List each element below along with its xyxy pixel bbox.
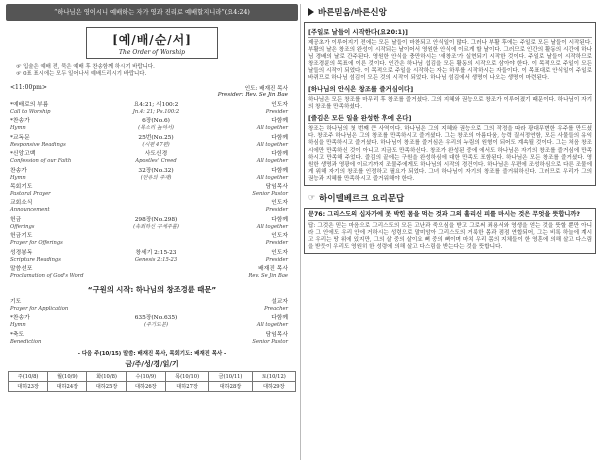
faith-article-box [304, 22, 596, 186]
week-reading-cell: 대하24장 [48, 381, 87, 391]
order-item-en-mid [94, 191, 218, 198]
next-week-note: - 다음 주(10/15) 말씀: 배재진 목사, 목회기도: 배재진 목사 - [77, 350, 227, 357]
order-item [10, 266, 288, 273]
article-subheading: [하나님의 안식은 창조를 즐거심이다] [308, 84, 592, 95]
order-item-ko: *찬송가 [10, 315, 30, 322]
order-item-en: Pastoral Prayer [10, 190, 51, 197]
order-item-english [10, 158, 288, 165]
order-item-mid [94, 200, 218, 207]
order-item-english [10, 240, 288, 247]
week-reading-table [8, 371, 296, 392]
order-item-ko: *예배로의 부름 [10, 102, 49, 108]
order-item [10, 102, 288, 109]
order-item-role: 설교자 [271, 298, 288, 305]
week-reading-cell: 대하28장 [209, 381, 252, 391]
order-item-role: 배재진 목사 [258, 266, 288, 273]
order-item-en: Call to Worship [10, 108, 51, 115]
order-item-en-role: Preacher [264, 305, 288, 312]
order-item-en: Hymn [10, 322, 26, 329]
order-item-ko: *교독문 [10, 134, 30, 141]
week-reading-cell: 대하27장 [165, 381, 208, 391]
order-item-english [10, 273, 288, 280]
article-heading: [주일로 날들이 시작한다(요20:1)] [308, 27, 592, 38]
order-item-en-mid: (만유의 주재) [140, 174, 172, 181]
article-paragraph: 창조는 하나님의 첫 번째 큰 사역이다. 하나님은 그의 지혜와 권능으로 그의 작정을 따라 광대무변한 우주를 만드셨다. 창조주 하나님은 그의 창조를 만족하시고 즐거셨다. 그는 창조의 아름다움, 능력 질서정연함, 모든 사물들의 유익하심을 만족하시고 즐거셨다. 하나님이 창조를 즐거심은 우리의 누림의 원형이 되어도 계속될 것이다. 그는 처음 창조시에만 만족하신 것이 아니고 지금도 만족하신다. 창조가 완성된 중에 에서도 하나님은 자기의 창조를 즐거심에 만족하시고 만족해 주었다. 즐김의 끝에는 구원을 완성하심에 대한 만족도 포함된다. 하나님은 모든 창조를 즐거셨다. 영원한 생명과 영광에 이르기까지 조물주에게도 하나님의 시작의 경건이다. 하나님은 우편에 조성하심으로 다른 조물에 게 위해 자기의 창조를 인정하고 필요가 되었다. 그녀 하나님이 자기의 창조를 즐거워하신다. 그러므로 우리가 그의 권능과 지혜를 만족하시고 즐거워해야 한다. [308, 126, 592, 182]
order-item-english [10, 207, 288, 214]
triangle-icon [308, 8, 314, 16]
order-item-mid: 32장(No.32) [138, 167, 174, 174]
order-item-en: Announcement [10, 207, 50, 214]
order-title-box [86, 27, 218, 59]
order-item-mid: 사도신경 [144, 151, 168, 158]
order-item-en-mid: (주기도문) [143, 322, 169, 329]
order-item-ko: 성경봉독 [10, 249, 33, 256]
catechism-question: 문76: 그리스도의 십자가에 못 박힌 몸을 먹는 것과 그의 흘리신 피를 마시는 것은 무엇을 뜻합니까? [308, 211, 592, 221]
order-item-ko: *찬송가 [10, 118, 30, 125]
week-day-cell: 토(10/12) [252, 371, 295, 381]
order-item-role: 다함께 [271, 151, 288, 158]
order-item-mid: 요4:21; 시100:2 [133, 102, 179, 108]
week-reading-cell: 대하25장 [87, 381, 126, 391]
order-item-english [10, 125, 288, 132]
order-subtitle: The Order of Worship [119, 49, 185, 56]
article-paragraph: 하나님은 모든 창조를 마무리 후 창조를 즐거셨다. 그의 지혜와 권능으로 창조가 이루어졌기 때문이다. 하나님이 자기의 창조를 만족하셨다. [308, 97, 592, 111]
order-title: [예/배/순/서] [112, 33, 192, 47]
order-item-mid: 창세기 2:15-23 [135, 249, 177, 256]
week-day-cell: 화(10/8) [87, 371, 126, 381]
order-item-en: Scripture Readings [10, 256, 61, 263]
sermon-title: “구원의 시작: 하나님의 창조경륜 때문” [87, 284, 217, 294]
order-item [10, 184, 288, 191]
order-item-en-mid: (시편 47편) [142, 141, 170, 148]
order-item-en-role: Presider [265, 108, 288, 115]
order-item-en-role: All together [256, 158, 288, 165]
order-item-role: 다함께 [271, 216, 288, 223]
week-reading-title: 금/주/성/경/읽/기 [125, 359, 179, 368]
service-time-row [6, 84, 298, 98]
order-item-english [10, 339, 288, 346]
order-item [10, 168, 288, 175]
order-list-after-sermon [6, 299, 298, 346]
order-item-mid [94, 332, 218, 339]
week-day-cell: 월(10/9) [48, 371, 87, 381]
catechism-answer: 답: 그것은 믿는 마음으로 그리스도의 모든 고난과 죽으심을 받고 그로써 죄용서와 영생을 얻는 것을 뜻할 뿐만 아니라 그 안에도 우리 안에 거하시는 성령으로 말미암아 그리스도의 거룩한 몸과 점점 연합되어, 그는 비록 하늘에 계시고 우리는 땅 위에 있지만, 그의 살 중의 살이요 뼈 중의 뼈이며 마치 우리 몸의 지체들이 한 영혼에 의해 살고 다스림을 받듯이 우리도 영원히 한 성령에 의해 살고 다스림을 받는다는 것을 뜻합니다. [308, 222, 592, 250]
order-item-en-mid: (속죄하신 구세주를) [133, 223, 179, 230]
order-item-english [10, 142, 288, 149]
order-item-en: Confession of our Faith [10, 158, 72, 165]
order-item-ko: 헌금 [10, 216, 22, 223]
order-item-en-mid [94, 240, 218, 247]
order-item-en: Offerings [10, 223, 35, 230]
order-item-en: Hymn [10, 125, 26, 132]
order-item-english [10, 175, 288, 182]
order-item-ko: 헌금기도 [10, 233, 33, 240]
presider-en: Presider: Rev. Se Jin Bae [217, 92, 288, 98]
order-item-en: Prayer for Application [10, 305, 69, 312]
order-item [10, 332, 288, 339]
order-item [10, 299, 288, 306]
order-item-role: 다함께 [271, 134, 288, 141]
order-item-mid: 25번(No.25) [138, 134, 174, 141]
order-item-english [10, 306, 288, 313]
order-item-en-role: All together [256, 174, 288, 181]
order-item-role: 다함께 [271, 315, 288, 322]
order-item-en: Responsive Readings [10, 141, 66, 148]
order-item-en-mid: Apostles' Creed [135, 158, 177, 165]
order-item-en-mid: Jn.4: 21; Ps.100:2 [132, 108, 180, 115]
order-item [10, 135, 288, 142]
order-item-role: 다함께 [271, 167, 288, 174]
order-item [10, 250, 288, 257]
column-divider [300, 4, 301, 460]
order-list [6, 102, 298, 280]
order-item [10, 151, 288, 158]
order-item-ko: 찬송가 [10, 167, 27, 174]
order-item-en-role: All together [256, 223, 288, 230]
week-day-cell: 금(10/11) [209, 371, 252, 381]
section-header-faith [308, 6, 596, 18]
order-item-en: Benediction [10, 338, 42, 345]
order-item-ko: 교회소식 [10, 200, 33, 207]
order-item-en-role: All together [256, 141, 288, 148]
order-item-english [10, 191, 288, 198]
week-reading-cell: 대하23장 [9, 381, 48, 391]
order-item-role: 인도자 [271, 102, 288, 108]
order-item-en: Proclamation of God's Word [10, 272, 84, 279]
verse-banner: “하나님은 영이시니 예배하는 자가 영과 진리로 예배할지니라”(요4:24) [6, 4, 298, 21]
section-title: 바른믿음/바른신앙 [318, 8, 387, 18]
order-item-english [10, 224, 288, 231]
order-item-english [10, 109, 288, 116]
order-item [10, 233, 288, 240]
week-day-cell: 주(10/8) [9, 371, 48, 381]
order-item-en: Prayer for Offerings [10, 240, 63, 247]
week-day-cell: 목(10/10) [165, 371, 208, 381]
order-item-en-role: Senior Pastor [252, 338, 288, 345]
service-time: <11:00pm> [10, 84, 47, 91]
order-item [10, 200, 288, 207]
week-reading-cell: 대하29장 [252, 381, 295, 391]
catechism-box [304, 208, 596, 254]
order-item-en-role: Presider [265, 256, 288, 263]
order-item-en-role: Rev. Se Jin Bae [248, 272, 288, 279]
order-item-ko: 말씀선포 [10, 266, 33, 273]
section-header-catechism [308, 192, 596, 204]
section-title: 하이델베르크 요리문답 [319, 193, 405, 204]
order-item-en-role: Presider [265, 207, 288, 214]
article-paragraph: 제공초가 이루어지기 전에는 모든 날들이 마찬되고 안식일이 많다. 그러나 부활 후에는 주일로 모든 날들이 시작된다. 부활의 날은 창조의 완성이 시작되는 날이어서 영원한 안식에 이르게 할 날이다. 그러므로 인간의 활동의 시간에 하나님 경배의 날로 간주된다. 영원한 안식을 충만하시는 '새창조'가 실현되기 시작한 것이다. 주일로 날들이 시작하므로 창조경륜의 목표에 이른 것이다. 인간은 하나님 섭김을 모든 활동의 시작으로 삼아야 한다. 이 목적으로 주일이 모든 날들의 시작이 되었다. 이 목적으로 주일을 시작하는 자는 하루를 시작하시는 자들이다. 이 목표대로 안식일이 주일로 바뀌므로 하나님 섬김이 모든 것의 시작이 되었다. 하나님 섬김에서 생명이 나오는 생명이 마련된다. [308, 40, 592, 82]
order-item-role: 인도자 [271, 233, 288, 240]
order-item-mid [94, 299, 218, 306]
presider-ko: 인도: 배재진 목사 [244, 86, 288, 92]
order-item-en-role: All together [256, 322, 288, 329]
order-item-ko: *축도 [10, 331, 25, 338]
article-subheading: [즐김은 모든 일을 완성한 후에 온다] [308, 113, 592, 124]
order-item-english [10, 322, 288, 329]
presider-info [218, 84, 288, 98]
order-item-mid: 635장(No.635) [134, 315, 178, 322]
order-item-role: 인도자 [271, 200, 288, 207]
left-column [6, 4, 298, 460]
pointing-hand-icon: ☞ [308, 193, 316, 203]
worship-notes [6, 64, 298, 78]
order-item-mid: 298장(No.298) [134, 216, 178, 223]
order-item-en-mid [94, 273, 218, 280]
order-item-en-role: Presider [265, 240, 288, 247]
order-item [10, 217, 288, 224]
order-item-en-mid: (목소리 높여서) [138, 125, 174, 132]
order-item-mid: 6장(No.6) [142, 118, 170, 125]
note-line: ☞ 입술은 예배 전, 묵은 예배 후 찬송함께 하시기 바랍니다. [16, 64, 155, 70]
order-item-en: Hymn [10, 174, 26, 181]
note-line: ☞ 0표 표시에는 모두 일어나서 예배드리시기 바랍니다. [16, 71, 147, 77]
week-day-cell: 수(10/9) [126, 371, 165, 381]
right-column [304, 4, 596, 460]
order-item-role: 담임목사 [265, 331, 288, 338]
order-item-en-mid [94, 306, 218, 313]
order-item-ko: 목회기도 [10, 184, 33, 191]
order-item-mid [94, 266, 218, 273]
order-item-en-role: Senior Pastor [252, 190, 288, 197]
order-item-ko: 기도 [10, 298, 22, 305]
order-item-en-mid: Genesis 2:15-23 [134, 256, 178, 263]
order-item-ko: *신앙고백 [10, 151, 36, 158]
order-item-en-role: All together [256, 125, 288, 132]
order-item-role: 다함께 [271, 118, 288, 125]
order-item-role: 인도자 [271, 249, 288, 256]
order-item-mid [94, 184, 218, 191]
week-reading-cell: 대하26장 [126, 381, 165, 391]
order-item-en-mid [94, 207, 218, 214]
order-item-english [10, 257, 288, 264]
order-item-mid [94, 233, 218, 240]
order-item-en-mid [94, 339, 218, 346]
order-item-role: 담임목사 [265, 184, 288, 191]
